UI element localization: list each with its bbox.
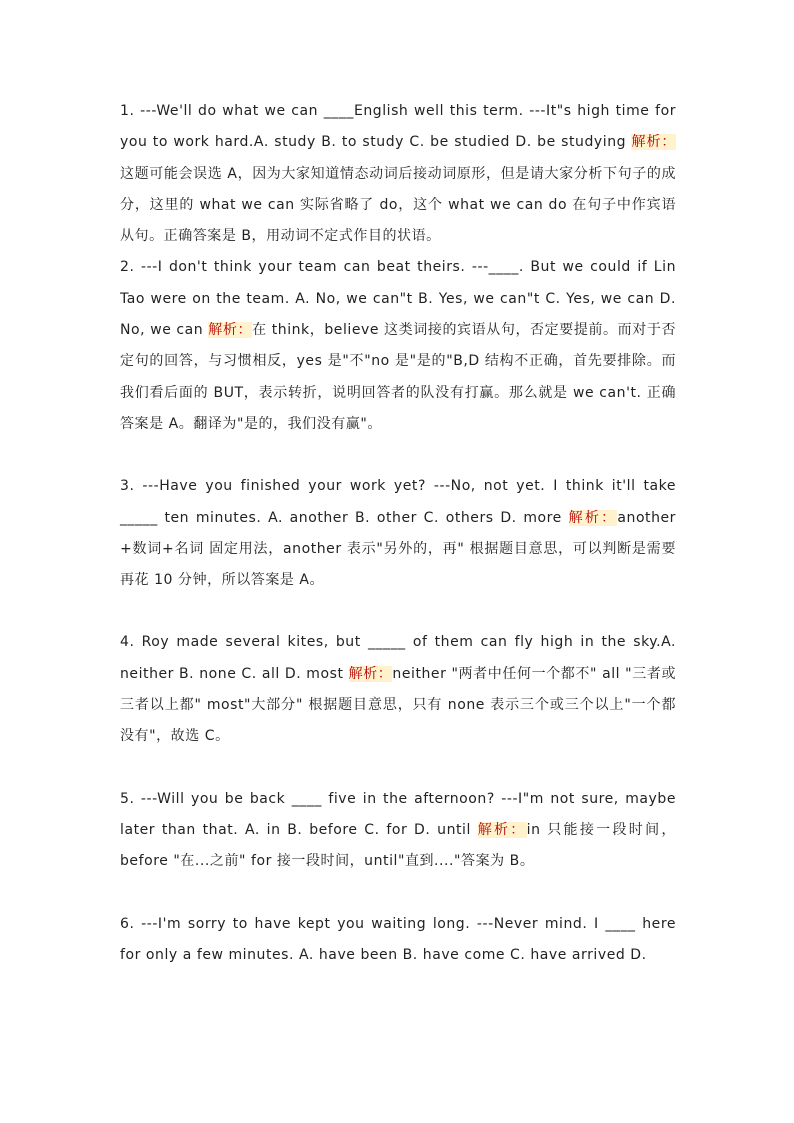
document-page [120, 96, 676, 971]
analysis-tag: 解析： [568, 509, 618, 526]
question-item [120, 627, 676, 752]
question-text: 3. ---Have you finished your work yet? ---No, not yet. I think it'll take _____ ten minutes. A. another B. other C. others D. more [120, 478, 676, 526]
analysis-text: neither "两者中任何一个都不" all "三者或三者以上都" most"大部分" 根据题目意思，只有 none 表示三个或三个以上"一个都没有"，故选 C。 [120, 665, 677, 745]
analysis-tag: 解析： [208, 322, 253, 339]
question-text: 1. ---We'll do what we can ____English well this term. ---It"s high time for you to work hard.A. study B. to study C. be studied D. be studying [120, 103, 676, 151]
analysis-tag: 解析： [631, 134, 676, 151]
question-item [120, 909, 676, 972]
analysis-text: 在 think，believe 这类词接的宾语从句，否定要提前。而对于否定句的回答，与习惯相反，yes 是"不"no 是"是的"B,D 结构不正确，首先要排除。而我们看后面的 BUT，表示转折，说明回答者的队没有打赢。那么就是 we can't. 正确答案是 A。翻译为"是的，我们没有赢"。 [120, 322, 677, 432]
question-item [120, 471, 676, 596]
analysis-tag: 解析： [477, 821, 527, 838]
analysis-text: another +数词+名词 固定用法，another 表示"另外的，再" 根据题目意思，可以判断是需要再花 10 分钟，所以答案是 A。 [120, 509, 676, 589]
analysis-tag: 解析： [348, 665, 393, 682]
question-text: 6. ---I'm sorry to have kept you waiting long. ---Never mind. I ____ here for only a few minutes. A. have been B. have come C. have arrived D. [120, 915, 676, 963]
question-item [120, 784, 676, 878]
question-item [120, 96, 676, 252]
question-item [120, 252, 676, 440]
question-text: 5. ---Will you be back ____ five in the afternoon? ---I"m not sure, maybe later than that. A. in B. before C. for D. until [120, 790, 676, 838]
analysis-text: 这题可能会误选 A，因为大家知道情态动词后接动词原形，但是请大家分析下句子的成分，这里的 what we can 实际省略了 do，这个 what we can do 在句子中作宾语从句。正确答案是 B，用动词不定式作目的状语。 [120, 165, 676, 245]
question-text: 4. Roy made several kites, but _____ of them can fly high in the sky.A. neither B. none C. all D. most [120, 634, 676, 682]
analysis-text: in 只能接一段时间，before "在...之前" for 接一段时间，until"直到...."答案为 B。 [120, 821, 676, 870]
question-text: 2. ---I don't think your team can beat theirs. ---____. But we could if Lin Tao were on the team. A. No, we can"t B. Yes, we can"t C. Yes, we can D. No, we can [120, 259, 676, 339]
